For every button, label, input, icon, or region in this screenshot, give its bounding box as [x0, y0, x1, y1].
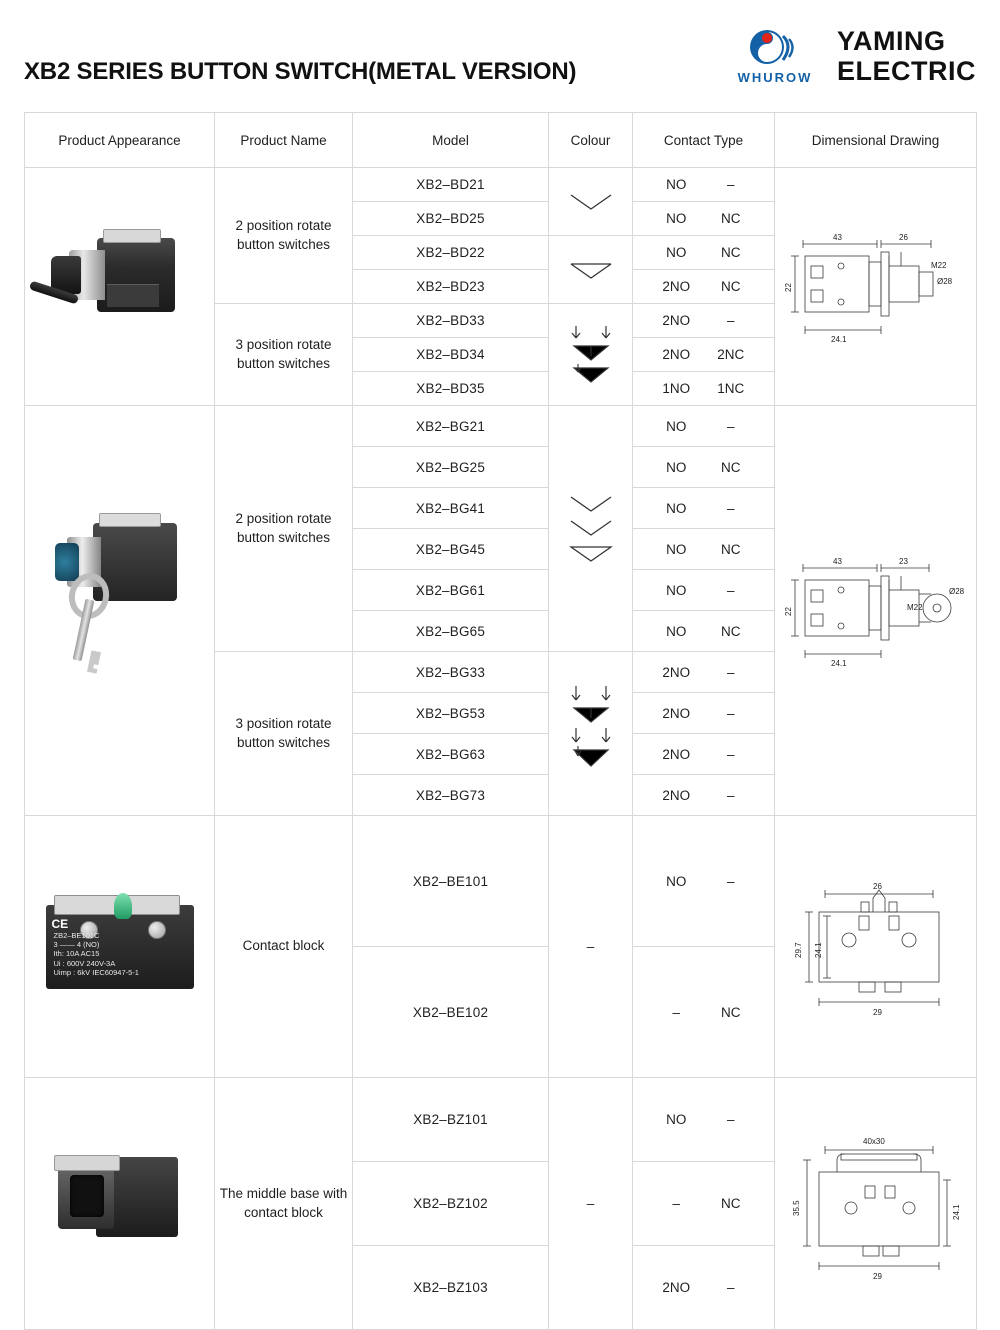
contact-no: NO: [666, 623, 687, 639]
contact-type-cell: [633, 1078, 775, 1162]
contact-no: NO: [666, 541, 687, 557]
model-value: XB2–BG63: [353, 734, 549, 775]
product-name: 3 position rotate button switches: [215, 652, 353, 816]
contact-nc: NC: [721, 211, 741, 226]
column-header-dimension: Dimensional Drawing: [775, 113, 977, 168]
contact-nc: NC: [721, 1004, 741, 1020]
three-position-arrow-icon: [549, 324, 632, 386]
marking-spec-2: Ui : 600V 240V-3A: [53, 958, 116, 968]
model-value: XB2–BD34: [353, 338, 549, 372]
contact-nc: –: [726, 746, 735, 762]
contact-no: 2NO: [662, 787, 691, 803]
contact-no: NO: [666, 211, 687, 226]
dim-label-24-1: 24.1: [951, 1203, 961, 1220]
contact-nc: –: [726, 1280, 735, 1295]
dim-label-22: 22: [783, 282, 793, 292]
contact-no: 2NO: [662, 347, 691, 362]
contact-nc: 2NC: [717, 347, 745, 362]
table-row: [25, 816, 977, 947]
dim-label-m22: M22: [906, 602, 923, 612]
model-value: XB2–BG61: [353, 570, 549, 611]
colour-symbol-cell: [549, 304, 633, 406]
dimension-drawing-svg: [781, 546, 971, 676]
colour-symbol-cell: [549, 168, 633, 236]
table-row: [25, 406, 977, 447]
model-value: XB2–BE101: [353, 816, 549, 947]
contact-no: 2NO: [662, 746, 691, 762]
contact-block-markings: [54, 931, 174, 978]
dim-label-22: 22: [783, 606, 793, 616]
dimension-drawing-svg: [781, 222, 971, 352]
marking-spec-3: Uimp : 6kV IEC60947-5-1: [53, 968, 139, 977]
product-appearance-selector-switch: [25, 168, 215, 406]
contact-type-cell: [633, 338, 775, 372]
contact-no: 2NO: [662, 705, 691, 721]
model-value: XB2–BG65: [353, 611, 549, 652]
contact-type-cell: [633, 236, 775, 270]
colour-symbol-cell: [549, 652, 633, 816]
middle-base-photo: [50, 1149, 190, 1259]
contact-type-cell: [633, 693, 775, 734]
contact-no: NO: [666, 177, 687, 192]
contact-nc: NC: [721, 541, 741, 557]
contact-nc: –: [726, 705, 735, 721]
contact-nc: –: [726, 664, 735, 680]
chevron-group-icon: [549, 495, 632, 563]
dim-label-26: 26: [872, 881, 882, 891]
contact-no: 2NO: [662, 313, 691, 328]
contact-no: –: [672, 1196, 680, 1211]
contact-no: NO: [666, 245, 687, 260]
contact-type-cell: [633, 775, 775, 816]
contact-type-cell: [633, 406, 775, 447]
contact-type-cell: [633, 816, 775, 947]
model-value: XB2–BD33: [353, 304, 549, 338]
contact-nc: 1NC: [717, 381, 745, 396]
product-appearance-key-switch: [25, 406, 215, 816]
model-value: XB2–BD21: [353, 168, 549, 202]
model-value: XB2–BE102: [353, 947, 549, 1078]
dim-label-29: 29: [872, 1271, 882, 1281]
brand-line-2: ELECTRIC: [837, 56, 976, 87]
colour-symbol-cell: [549, 406, 633, 652]
contact-nc: –: [726, 313, 735, 328]
column-header-colour: Colour: [549, 113, 633, 168]
product-name: 2 position rotate button switches: [215, 168, 353, 304]
contact-type-cell: [633, 488, 775, 529]
dimensional-drawing-be: [775, 816, 977, 1078]
column-header-name: Product Name: [215, 113, 353, 168]
product-name: 3 position rotate button switches: [215, 304, 353, 406]
contact-no: 2NO: [662, 664, 691, 680]
contact-nc: –: [726, 1112, 735, 1127]
dim-label-23: 23: [898, 556, 908, 566]
contact-nc: –: [726, 873, 735, 889]
ce-mark-label: CE: [51, 916, 69, 931]
brand-mark-text: WHUROW: [737, 69, 813, 85]
contact-type-cell: [633, 202, 775, 236]
model-value: XB2–BZ102: [353, 1162, 549, 1246]
contact-nc: –: [726, 787, 735, 803]
product-name: The middle base with contact block: [215, 1078, 353, 1330]
contact-no: NO: [666, 582, 687, 598]
contact-no: 2NO: [662, 1280, 691, 1295]
contact-nc: NC: [721, 245, 741, 260]
contact-type-cell: [633, 372, 775, 406]
dimensional-drawing-bz: [775, 1078, 977, 1330]
model-value: XB2–BG21: [353, 406, 549, 447]
contact-no: NO: [666, 459, 687, 475]
dim-label-m22: M22: [930, 260, 947, 270]
page-title: XB2 SERIES BUTTON SWITCH(METAL VERSION): [24, 58, 577, 85]
dim-label-29: 29: [872, 1007, 882, 1017]
contact-block-photo: [40, 895, 200, 999]
dim-label-d28: Ø28: [936, 276, 952, 286]
chevron-down-icon: [549, 193, 632, 211]
dim-label-d28: Ø28: [948, 586, 964, 596]
dim-label-24-1: 24.1: [830, 334, 847, 344]
contact-nc: NC: [721, 279, 741, 294]
model-value: XB2–BD25: [353, 202, 549, 236]
dimension-drawing-svg: [781, 872, 971, 1022]
colour-symbol-cell: [549, 236, 633, 304]
triangle-down-icon: [549, 260, 632, 280]
model-value: XB2–BZ103: [353, 1246, 549, 1330]
dim-label-24-1: 24.1: [830, 658, 847, 668]
contact-type-cell: [633, 529, 775, 570]
model-value: XB2–BG41: [353, 488, 549, 529]
dim-label-29-7: 29.7: [793, 941, 803, 958]
contact-type-cell: [633, 611, 775, 652]
contact-no: NO: [666, 1112, 687, 1127]
dimensional-drawing-bd: [775, 168, 977, 406]
contact-no: 1NO: [662, 381, 691, 396]
contact-type-cell: [633, 270, 775, 304]
dim-label-43: 43: [832, 232, 842, 242]
contact-type-cell: [633, 447, 775, 488]
dimension-drawing-svg: [781, 1124, 971, 1284]
column-header-contact: Contact Type: [633, 113, 775, 168]
dim-label-24-1: 24.1: [813, 941, 823, 958]
contact-no: NO: [666, 873, 687, 889]
contact-type-cell: [633, 570, 775, 611]
table-header-row: [25, 113, 977, 168]
model-value: XB2–BD23: [353, 270, 549, 304]
contact-type-cell: [633, 1246, 775, 1330]
brand-block: [727, 26, 976, 86]
model-value: XB2–BD35: [353, 372, 549, 406]
contact-type-cell: [633, 652, 775, 693]
contact-no: NO: [666, 418, 687, 434]
contact-nc: NC: [721, 1196, 741, 1211]
model-value: XB2–BG45: [353, 529, 549, 570]
contact-nc: NC: [721, 623, 741, 639]
contact-no: 2NO: [662, 279, 691, 294]
page-header: [24, 0, 976, 112]
product-name: Contact block: [215, 816, 353, 1078]
three-position-arrow-group-icon: [549, 684, 632, 784]
marking-spec-1: Ith: 10A AC15: [53, 949, 100, 959]
selector-switch-photo: [45, 222, 195, 352]
brand-logo: [727, 28, 823, 85]
model-value: XB2–BG73: [353, 775, 549, 816]
dim-label-26: 26: [898, 232, 908, 242]
colour-symbol-cell: –: [549, 1078, 633, 1330]
contact-type-cell: [633, 1162, 775, 1246]
model-value: XB2–BZ101: [353, 1078, 549, 1162]
contact-nc: –: [726, 500, 735, 516]
contact-nc: –: [726, 177, 735, 192]
column-header-model: Model: [353, 113, 549, 168]
whurow-logo-icon: [743, 28, 807, 68]
contact-type-cell: [633, 947, 775, 1078]
table-row: [25, 1078, 977, 1162]
model-value: XB2–BG53: [353, 693, 549, 734]
brand-line-1: YAMING: [837, 26, 946, 56]
product-spec-table: [24, 112, 977, 1330]
product-appearance-middle-base: [25, 1078, 215, 1330]
dim-label-40x30: 40x30: [862, 1136, 885, 1146]
contact-nc: NC: [721, 459, 741, 475]
marking-model: ZB2–BE101C: [53, 930, 100, 940]
contact-nc: –: [726, 418, 735, 434]
contact-nc: –: [726, 582, 735, 598]
contact-no: –: [672, 1004, 680, 1020]
column-header-appearance: Product Appearance: [25, 113, 215, 168]
contact-type-cell: [633, 168, 775, 202]
contact-no: NO: [666, 500, 687, 516]
dimensional-drawing-bg: [775, 406, 977, 816]
product-appearance-contact-block: [25, 816, 215, 1078]
table-row: [25, 168, 977, 202]
dim-label-35-5: 35.5: [791, 1199, 801, 1216]
dim-label-43: 43: [832, 556, 842, 566]
brand-wordmark: [837, 26, 976, 86]
product-name: 2 position rotate button switches: [215, 406, 353, 652]
contact-type-cell: [633, 734, 775, 775]
marking-terminal: 3 —— 4 (NO): [53, 939, 100, 949]
model-value: XB2–BG33: [353, 652, 549, 693]
model-value: XB2–BD22: [353, 236, 549, 270]
model-value: XB2–BG25: [353, 447, 549, 488]
contact-type-cell: [633, 304, 775, 338]
key-switch-photo: [45, 511, 195, 711]
colour-symbol-cell: –: [549, 816, 633, 1078]
